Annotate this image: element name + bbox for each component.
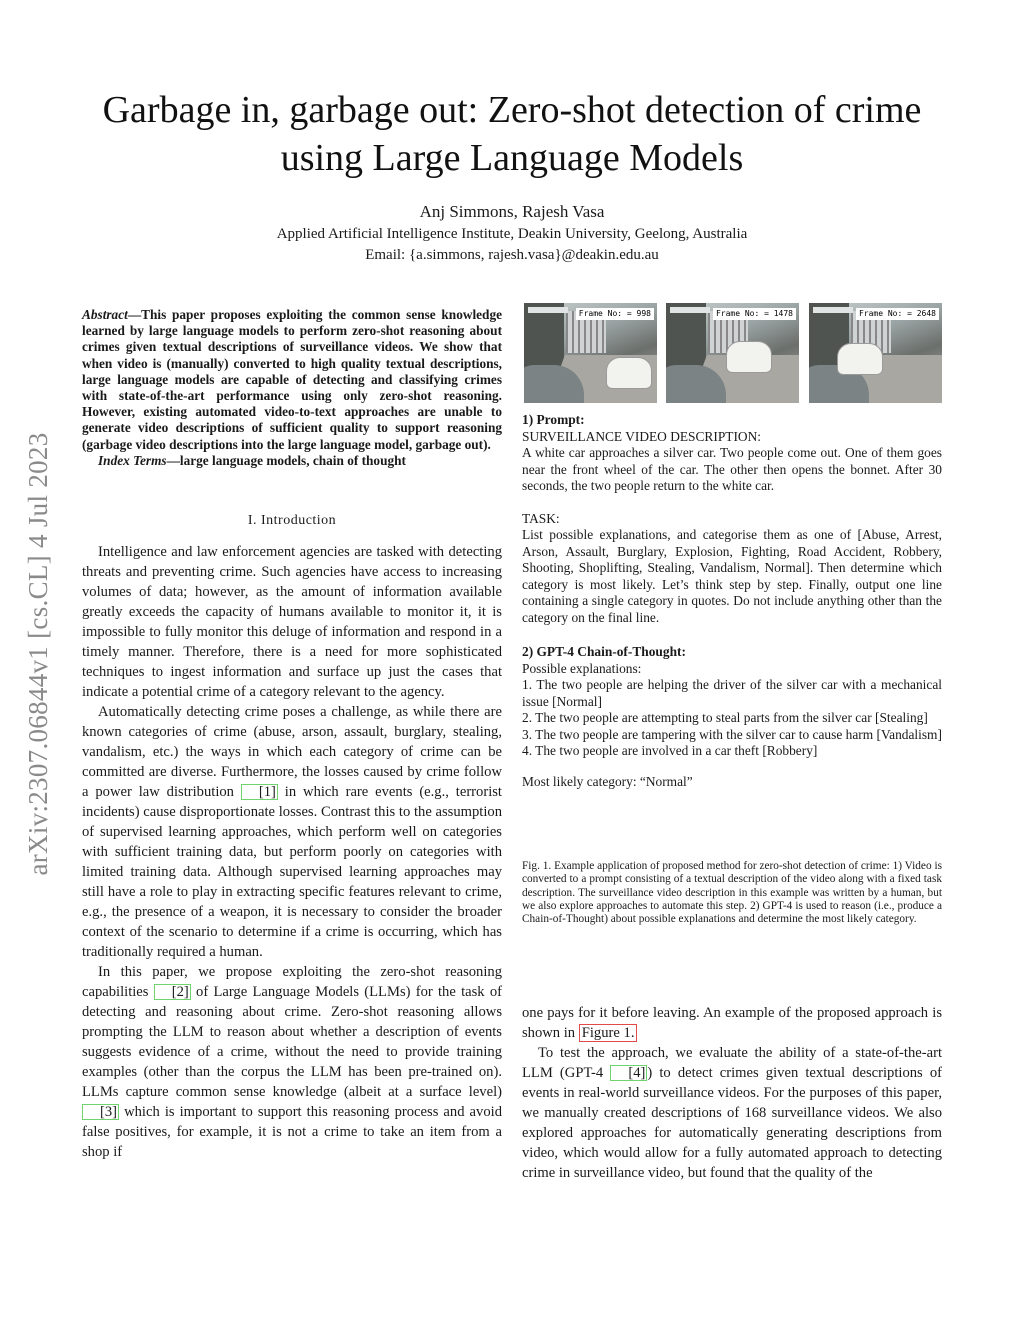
- cot-heading: 2) GPT-4 Chain-of-Thought:: [522, 644, 686, 659]
- cot-intro: Possible explanations:: [522, 660, 642, 676]
- affiliation: Applied Artificial Intelligence Institute, Deakin University, Geelong, Australia: [276, 226, 748, 242]
- video-frame-3: [809, 303, 942, 403]
- figure-caption: Fig. 1. Example application of proposed method for zero-shot detection of crime: 1) Video is converted to a prompt consisting of a textual description of the video along with a fixed task description. The surveillance video description in this example was written by a human, but we also explore approaches to automate this step. 2) GPT-4 is used to reason (i.e., produce a Chain-of-Thought) about possible explanations and determine the most likely category.: [522, 860, 942, 926]
- arxiv-identifier: arXiv:2307.06844v1 [cs.CL] 4 Jul 2023: [23, 432, 53, 876]
- frame-number-label: Frame No: = 2648: [856, 308, 939, 320]
- video-frame-2: [666, 303, 799, 403]
- cot-item: 4. The two people are involved in a car theft [Robbery]: [522, 743, 818, 758]
- video-frame-1: [524, 303, 657, 403]
- intro-paragraph-2: Automatically detecting crime poses a challenge, as while there are known categories of crime (abuse, arson, assault, burglary, stealing, vandalism, etc.) the ways in which each category of crime can be committed are diverse. Furthermore, the losses caused by crime follow a power law distribution [1] in which rare events (e.g., terrorist incidents) cause disproportionate losses. Contrast this to the assumption of supervised learning approaches, which perform well on categories with sufficient training data, but perform poorly on categories with limited training data. Although supervised learning approaches may still have a role to play in extracting specific features relevant to crime, e.g., the presence of a weapon, it is necessary to consider the broader context of the scenario to determine if a crime is occurring, which has traditionally required a human.: [82, 704, 502, 960]
- intro-paragraph-3: In this paper, we propose exploiting the zero-shot reasoning capabilities [2] of Large Language Models (LLMs) for the task of detecting and reasoning about crime. Zero-shot reasoning allows prompting the LLM to reason about whether a description of events suggests evidence of a crime, without the need to provide training examples (other than the corpus the LLM has been pre-trained on). LLMs capture common sense knowledge (albeit at a surface level) [3] which is important to support this reasoning process and avoid false positives, for example, it is not a crime to take an item from a shop if: [82, 964, 503, 1160]
- task-text: List possible explanations, and categorise them as one of [Abuse, Arrest, Arson, Assault, Burglary, Explosion, Fighting, Road Accident, Robbery, Shooting, Shoplifting, Stealing, Vandalism, Normal]. Then determine which category is most likely. Let’s think step by step. Finally, output one line containing a single category in quotes. Do not include anything other than the category on the final line.: [522, 527, 942, 625]
- intro-body: [82, 542, 502, 1162]
- section-heading-introduction: I. Introduction: [247, 513, 337, 528]
- paper-title: Garbage in, garbage out: Zero-shot detection of crime using Large Language Models: [102, 89, 922, 179]
- right-column-body: [522, 1003, 942, 1183]
- right-paragraph-1: one pays for it before leaving. An example of the proposed approach is shown in Figure 1.: [522, 1005, 942, 1041]
- index-terms-label: Index Terms: [98, 452, 167, 468]
- abstract-text: —This paper proposes exploiting the common sense knowledge learned by large language models to perform zero-shot reasoning about crimes given textual descriptions of surveillance videos. We show that when video is (manually) converted to high quality textual descriptions, large language models are capable of detecting and classifying crimes with state-of-the-art performance using only zero-shot reasoning. However, existing automated video-to-text approaches are unable to generate video descriptions of sufficient quality to support reasoning (garbage video descriptions into the large language model, garbage out).: [82, 307, 502, 452]
- citation-link[interactable]: [3]: [82, 1104, 119, 1120]
- prompt-heading: 1) Prompt:: [522, 412, 585, 427]
- frame-number-label: Frame No: = 1478: [713, 308, 796, 320]
- task-label: TASK:: [522, 510, 560, 526]
- citation-link[interactable]: [2]: [154, 984, 191, 1000]
- figure-prompt: [522, 412, 942, 790]
- index-terms-text: —large language models, chain of thought: [166, 452, 406, 468]
- email: Email: {a.simmons, rajesh.vasa}@deakin.edu.au: [365, 247, 659, 263]
- right-paragraph-2: To test the approach, we evaluate the ability of a state-of-the-art LLM (GPT-4 [4] ) to detect crimes given textual descriptions of events in real-world surveillance videos. For the purposes of this paper, we manually created descriptions of 168 surveillance videos. We also explored approaches for automatically generating descriptions from video, which would allow for a fully automated approach to detecting crime in surveillance video, but found that the quality of the: [522, 1045, 943, 1181]
- citation-link[interactable]: [4]: [610, 1065, 647, 1081]
- figure-1-link[interactable]: Figure 1.: [579, 1024, 638, 1042]
- most-likely-category: Most likely category: “Normal”: [522, 773, 693, 789]
- intro-paragraph-1: Intelligence and law enforcement agencies are tasked with detecting threats and preventing crime. Such agencies have access to increasing volumes of data; however, as the amount of information available greatly exceeds the capacity of humans available to monitor it, it is impossible to fully monitor this deluge of information and respond in a timely manner. Therefore, there is a need for more sophisticated techniques to ingest information and surface up just the cases that indicate a potential crime of a category relevant to the agency.: [82, 544, 502, 700]
- cot-item: 2. The two people are attempting to steal parts from the silver car [Stealing]: [522, 710, 928, 725]
- prompt-label: SURVEILLANCE VIDEO DESCRIPTION:: [522, 428, 761, 444]
- abstract-label: Abstract: [82, 307, 128, 322]
- abstract: [82, 307, 502, 469]
- cot-item: 3. The two people are tampering with the silver car to cause harm [Vandalism]: [522, 726, 942, 742]
- prompt-text: A white car approaches a silver car. Two people come out. One of them goes near the front wheel of the car. The other then opens the bonnet. After 30 seconds, the two people return to the white car.: [522, 445, 942, 493]
- authors: Anj Simmons, Rajesh Vasa: [419, 202, 605, 221]
- frame-number-label: Frame No: = 998: [576, 308, 654, 320]
- cot-item: 1. The two people are helping the driver of the silver car with a mechanical issue [Normal]: [522, 677, 942, 709]
- citation-link[interactable]: [1]: [241, 784, 278, 800]
